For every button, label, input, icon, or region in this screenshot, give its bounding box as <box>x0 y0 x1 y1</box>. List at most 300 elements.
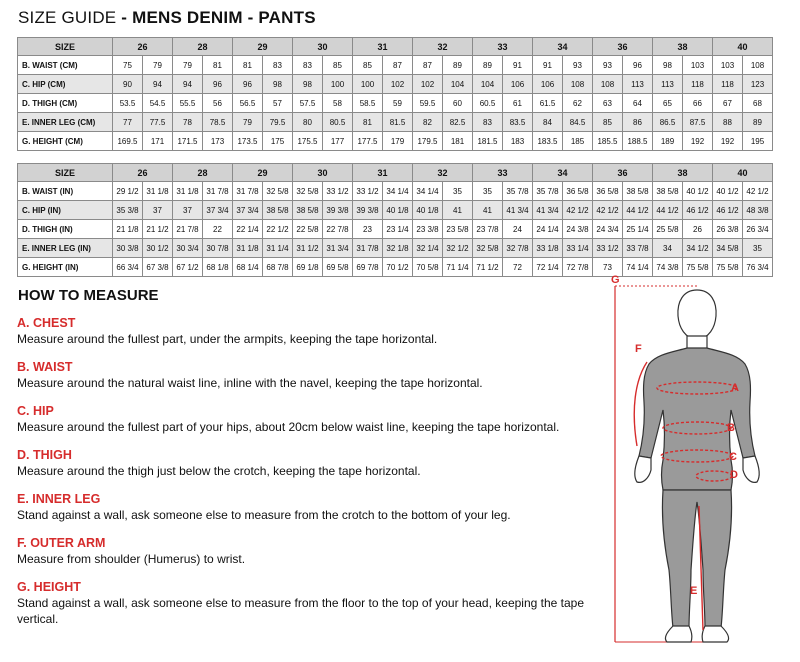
table-cell: 32 5/8 <box>473 239 503 258</box>
label-g: G <box>611 274 620 286</box>
table-cell: 185.5 <box>593 132 623 151</box>
size-header-cell: 38 <box>653 38 713 56</box>
table-cell: 80 <box>293 113 323 132</box>
table-cell: 42 1/2 <box>593 201 623 220</box>
table-cell: 69 7/8 <box>353 258 383 277</box>
table-cell: 108 <box>563 75 593 94</box>
table-cell: 33 1/2 <box>353 182 383 201</box>
label-a: A <box>731 382 739 394</box>
table-cell: 42 1/2 <box>563 201 593 220</box>
measure-outer-arm <box>17 536 602 567</box>
table-cell: 69 1/8 <box>293 258 323 277</box>
table-cell: 98 <box>263 75 293 94</box>
table-row <box>18 220 773 239</box>
measure-desc: Measure around the fullest part of your hips, about 20cm below waist line, keeping the tape horizontal. <box>17 420 560 434</box>
row-label: G. HEIGHT (CM) <box>18 132 113 151</box>
table-cell: 171.5 <box>173 132 203 151</box>
table-cell: 82.5 <box>443 113 473 132</box>
table-cell: 84 <box>533 113 563 132</box>
table-cell: 40 1/2 <box>683 182 713 201</box>
table-cell: 75 5/8 <box>713 258 743 277</box>
table-cell: 79 <box>173 56 203 75</box>
measure-desc: Measure around the natural waist line, inline with the navel, keeping the tape horizontal. <box>17 376 483 390</box>
table-cell: 23 3/8 <box>413 220 443 239</box>
table-cell: 74 3/8 <box>653 258 683 277</box>
size-header-label: SIZE <box>18 164 113 182</box>
table-cell: 35 3/8 <box>113 201 143 220</box>
table-cell: 183.5 <box>533 132 563 151</box>
table-cell: 23 1/4 <box>383 220 413 239</box>
table-cell: 93 <box>593 56 623 75</box>
table-cell: 30 7/8 <box>203 239 233 258</box>
table-cell: 91 <box>533 56 563 75</box>
table-cell: 70 5/8 <box>413 258 443 277</box>
table-cell: 71 1/4 <box>443 258 473 277</box>
measure-title: C. HIP <box>17 404 54 418</box>
table-cell: 169.5 <box>113 132 143 151</box>
table-cell: 66 <box>683 94 713 113</box>
table-cell: 57.5 <box>293 94 323 113</box>
page-title <box>18 8 316 28</box>
table-cell: 21 1/8 <box>113 220 143 239</box>
table-cell: 79.5 <box>263 113 293 132</box>
table-cell: 98 <box>653 56 683 75</box>
table-cell: 41 <box>443 201 473 220</box>
table-cell: 81 <box>353 113 383 132</box>
size-header-label: SIZE <box>18 38 113 56</box>
table-cell: 89 <box>443 56 473 75</box>
table-cell: 72 1/4 <box>533 258 563 277</box>
table-cell: 68 1/4 <box>233 258 263 277</box>
table-cell: 60.5 <box>473 94 503 113</box>
size-header-cell: 28 <box>173 164 233 182</box>
table-cell: 177 <box>323 132 353 151</box>
table-cell: 36 5/8 <box>563 182 593 201</box>
table-cell: 24 <box>503 220 533 239</box>
table-cell: 35 7/8 <box>503 182 533 201</box>
table-cell: 106 <box>503 75 533 94</box>
table-cell: 24 1/4 <box>533 220 563 239</box>
table-cell: 87.5 <box>683 113 713 132</box>
table-cell: 84.5 <box>563 113 593 132</box>
table-cell: 195 <box>743 132 773 151</box>
table-cell: 85 <box>353 56 383 75</box>
table-cell: 86.5 <box>653 113 683 132</box>
table-cell: 98 <box>293 75 323 94</box>
table-cell: 72 7/8 <box>563 258 593 277</box>
size-header-cell: 32 <box>413 164 473 182</box>
table-cell: 69 5/8 <box>323 258 353 277</box>
row-label: D. THIGH (CM) <box>18 94 113 113</box>
table-cell: 77.5 <box>143 113 173 132</box>
table-cell: 31 3/4 <box>323 239 353 258</box>
table-cell: 25 5/8 <box>653 220 683 239</box>
size-header-row <box>18 164 773 182</box>
measure-chest <box>17 316 602 347</box>
table-cell: 31 7/8 <box>233 182 263 201</box>
table-row <box>18 182 773 201</box>
table-cell: 33 7/8 <box>623 239 653 258</box>
table-cell: 33 1/2 <box>323 182 353 201</box>
label-c: C <box>729 451 737 463</box>
table-cell: 76 3/4 <box>743 258 773 277</box>
table-cell: 79 <box>233 113 263 132</box>
table-cell: 23 <box>353 220 383 239</box>
table-cell: 63 <box>593 94 623 113</box>
row-label: E. INNER LEG (CM) <box>18 113 113 132</box>
table-cell: 41 <box>473 201 503 220</box>
table-cell: 36 5/8 <box>593 182 623 201</box>
table-cell: 32 5/8 <box>263 182 293 201</box>
measure-waist <box>17 360 602 391</box>
table-cell: 81.5 <box>383 113 413 132</box>
size-header-cell: 33 <box>473 38 533 56</box>
size-header-cell: 36 <box>593 164 653 182</box>
table-cell: 29 1/2 <box>113 182 143 201</box>
size-header-cell: 26 <box>113 164 173 182</box>
table-cell: 39 3/8 <box>323 201 353 220</box>
measure-title: F. OUTER ARM <box>17 536 106 550</box>
table-cell: 32 7/8 <box>503 239 533 258</box>
table-cell: 35 <box>473 182 503 201</box>
table-cell: 31 7/8 <box>203 182 233 201</box>
table-cell: 80.5 <box>323 113 353 132</box>
table-cell: 40 1/2 <box>713 182 743 201</box>
table-cell: 66 3/4 <box>113 258 143 277</box>
table-cell: 85 <box>593 113 623 132</box>
table-cell: 61 <box>503 94 533 113</box>
measure-title: E. INNER LEG <box>17 492 101 506</box>
table-cell: 22 7/8 <box>323 220 353 239</box>
table-row <box>18 132 773 151</box>
table-cell: 26 3/4 <box>743 220 773 239</box>
size-header-cell: 31 <box>353 164 413 182</box>
table-cell: 67 3/8 <box>143 258 173 277</box>
table-cell: 56 <box>203 94 233 113</box>
label-e: E <box>690 585 698 597</box>
table-cell: 38 5/8 <box>653 182 683 201</box>
measure-title: G. HEIGHT <box>17 580 81 594</box>
table-cell: 31 1/4 <box>263 239 293 258</box>
table-cell: 96 <box>233 75 263 94</box>
size-header-cell: 28 <box>173 38 233 56</box>
table-cell: 104 <box>473 75 503 94</box>
size-header-cell: 36 <box>593 38 653 56</box>
table-cell: 40 1/8 <box>413 201 443 220</box>
table-cell: 56.5 <box>233 94 263 113</box>
measure-hip <box>17 404 602 435</box>
table-row <box>18 201 773 220</box>
table-cell: 32 1/2 <box>443 239 473 258</box>
table-cell: 24 3/8 <box>563 220 593 239</box>
table-cell: 89 <box>743 113 773 132</box>
title-main: - MENS DENIM - PANTS <box>121 8 316 27</box>
table-cell: 34 5/8 <box>713 239 743 258</box>
table-cell: 79 <box>143 56 173 75</box>
table-cell: 181.5 <box>473 132 503 151</box>
table-cell: 61.5 <box>533 94 563 113</box>
table-cell: 104 <box>443 75 473 94</box>
table-cell: 38 5/8 <box>623 182 653 201</box>
table-cell: 32 1/8 <box>383 239 413 258</box>
table-cell: 26 3/8 <box>713 220 743 239</box>
table-cell: 34 1/4 <box>383 182 413 201</box>
table-cell: 96 <box>623 56 653 75</box>
table-cell: 35 7/8 <box>533 182 563 201</box>
table-cell: 46 1/2 <box>713 201 743 220</box>
row-label: B. WAIST (CM) <box>18 56 113 75</box>
measure-desc: Measure around the fullest part, under the armpits, keeping the tape horizontal. <box>17 332 438 346</box>
table-cell: 42 1/2 <box>743 182 773 201</box>
table-cell: 37 3/4 <box>233 201 263 220</box>
size-header-cell: 33 <box>473 164 533 182</box>
measure-inner-leg <box>17 492 602 523</box>
size-header-cell: 34 <box>533 164 593 182</box>
size-header-cell: 40 <box>713 38 773 56</box>
table-cell: 183 <box>503 132 533 151</box>
table-cell: 78.5 <box>203 113 233 132</box>
table-cell: 33 1/4 <box>563 239 593 258</box>
table-cell: 32 5/8 <box>293 182 323 201</box>
table-cell: 55.5 <box>173 94 203 113</box>
table-cell: 188.5 <box>623 132 653 151</box>
size-header-cell: 38 <box>653 164 713 182</box>
table-cell: 23 7/8 <box>473 220 503 239</box>
table-cell: 113 <box>623 75 653 94</box>
table-cell: 103 <box>683 56 713 75</box>
table-cell: 34 <box>653 239 683 258</box>
table-cell: 75 <box>113 56 143 75</box>
size-header-cell: 34 <box>533 38 593 56</box>
size-header-cell: 40 <box>713 164 773 182</box>
table-cell: 68 1/8 <box>203 258 233 277</box>
table-cell: 93 <box>563 56 593 75</box>
table-cell: 90 <box>113 75 143 94</box>
row-label: G. HEIGHT (IN) <box>18 258 113 277</box>
size-header-cell: 32 <box>413 38 473 56</box>
table-cell: 38 5/8 <box>293 201 323 220</box>
table-cell: 57 <box>263 94 293 113</box>
measure-title: A. CHEST <box>17 316 76 330</box>
table-cell: 59 <box>383 94 413 113</box>
table-cell: 34 1/2 <box>683 239 713 258</box>
table-cell: 171 <box>143 132 173 151</box>
table-row <box>18 56 773 75</box>
table-cell: 37 <box>143 201 173 220</box>
measure-title: D. THIGH <box>17 448 72 462</box>
size-header-cell: 31 <box>353 38 413 56</box>
size-header-cell: 30 <box>293 38 353 56</box>
table-cell: 83 <box>473 113 503 132</box>
table-cell: 37 <box>173 201 203 220</box>
table-cell: 40 1/8 <box>383 201 413 220</box>
table-cell: 30 3/8 <box>113 239 143 258</box>
table-cell: 34 1/4 <box>413 182 443 201</box>
measure-thigh <box>17 448 602 479</box>
table-cell: 22 5/8 <box>293 220 323 239</box>
table-cell: 106 <box>533 75 563 94</box>
body-measurement-figure <box>603 270 798 660</box>
table-cell: 24 3/4 <box>593 220 623 239</box>
table-cell: 21 7/8 <box>173 220 203 239</box>
row-label: C. HIP (CM) <box>18 75 113 94</box>
table-cell: 83 <box>263 56 293 75</box>
table-cell: 123 <box>743 75 773 94</box>
table-cell: 38 5/8 <box>263 201 293 220</box>
table-cell: 73 <box>593 258 623 277</box>
table-cell: 74 1/4 <box>623 258 653 277</box>
table-cell: 173.5 <box>233 132 263 151</box>
table-cell: 181 <box>443 132 473 151</box>
table-cell: 108 <box>743 56 773 75</box>
table-cell: 22 1/4 <box>233 220 263 239</box>
table-cell: 192 <box>683 132 713 151</box>
table-cell: 25 1/4 <box>623 220 653 239</box>
table-cell: 103 <box>713 56 743 75</box>
table-cell: 100 <box>353 75 383 94</box>
table-row <box>18 94 773 113</box>
table-cell: 41 3/4 <box>533 201 563 220</box>
title-prefix: SIZE GUIDE <box>18 8 117 27</box>
measure-desc: Measure around the thigh just below the crotch, keeping the tape horizontal. <box>17 464 421 478</box>
table-cell: 189 <box>653 132 683 151</box>
table-cell: 58.5 <box>353 94 383 113</box>
row-label: E. INNER LEG (IN) <box>18 239 113 258</box>
table-cell: 78 <box>173 113 203 132</box>
row-label: C. HIP (IN) <box>18 201 113 220</box>
size-header-cell: 26 <box>113 38 173 56</box>
table-cell: 35 <box>743 239 773 258</box>
table-cell: 62 <box>563 94 593 113</box>
table-cell: 67 <box>713 94 743 113</box>
table-cell: 113 <box>653 75 683 94</box>
table-cell: 41 3/4 <box>503 201 533 220</box>
table-cell: 30 3/4 <box>173 239 203 258</box>
table-cell: 83 <box>293 56 323 75</box>
table-cell: 185 <box>563 132 593 151</box>
measure-height <box>17 580 602 627</box>
table-cell: 35 <box>443 182 473 201</box>
measure-title: B. WAIST <box>17 360 73 374</box>
table-cell: 39 3/8 <box>353 201 383 220</box>
table-cell: 44 1/2 <box>623 201 653 220</box>
table-cell: 67 1/2 <box>173 258 203 277</box>
table-cell: 85 <box>323 56 353 75</box>
row-label: D. THIGH (IN) <box>18 220 113 239</box>
table-cell: 60 <box>443 94 473 113</box>
table-cell: 30 1/2 <box>143 239 173 258</box>
table-cell: 68 7/8 <box>263 258 293 277</box>
table-cell: 44 1/2 <box>653 201 683 220</box>
table-cell: 48 3/8 <box>743 201 773 220</box>
table-cell: 94 <box>143 75 173 94</box>
table-cell: 88 <box>713 113 743 132</box>
table-cell: 68 <box>743 94 773 113</box>
table-cell: 91 <box>503 56 533 75</box>
table-cell: 87 <box>383 56 413 75</box>
table-cell: 72 <box>503 258 533 277</box>
table-cell: 108 <box>593 75 623 94</box>
table-cell: 173 <box>203 132 233 151</box>
table-cell: 179 <box>383 132 413 151</box>
table-cell: 102 <box>383 75 413 94</box>
table-cell: 77 <box>113 113 143 132</box>
table-cell: 59.5 <box>413 94 443 113</box>
table-cell: 23 5/8 <box>443 220 473 239</box>
table-cell: 175 <box>263 132 293 151</box>
table-cell: 46 1/2 <box>683 201 713 220</box>
label-b: B <box>727 422 735 434</box>
table-row <box>18 75 773 94</box>
table-cell: 22 <box>203 220 233 239</box>
table-cell: 75 5/8 <box>683 258 713 277</box>
table-cell: 118 <box>713 75 743 94</box>
row-label: B. WAIST (IN) <box>18 182 113 201</box>
size-header-cell: 30 <box>293 164 353 182</box>
label-d: D <box>730 469 738 481</box>
table-cell: 31 1/8 <box>143 182 173 201</box>
table-cell: 175.5 <box>293 132 323 151</box>
measure-desc: Measure from shoulder (Humerus) to wrist. <box>17 552 246 566</box>
table-cell: 32 1/4 <box>413 239 443 258</box>
table-cell: 179.5 <box>413 132 443 151</box>
table-row <box>18 239 773 258</box>
table-cell: 37 3/4 <box>203 201 233 220</box>
table-cell: 33 1/2 <box>593 239 623 258</box>
table-cell: 70 1/2 <box>383 258 413 277</box>
table-cell: 118 <box>683 75 713 94</box>
measure-desc: Stand against a wall, ask someone else to measure from the floor to the top of your head, keeping the tape vertical. <box>17 596 585 626</box>
size-header-row <box>18 38 773 56</box>
table-cell: 82 <box>413 113 443 132</box>
table-cell: 86 <box>623 113 653 132</box>
size-table-in <box>17 163 773 277</box>
measure-desc: Stand against a wall, ask someone else to measure from the crotch to the bottom of your leg. <box>17 508 511 522</box>
table-cell: 65 <box>653 94 683 113</box>
table-cell: 87 <box>413 56 443 75</box>
table-cell: 53.5 <box>113 94 143 113</box>
table-cell: 31 7/8 <box>353 239 383 258</box>
table-cell: 192 <box>713 132 743 151</box>
table-cell: 31 1/8 <box>173 182 203 201</box>
how-to-measure-heading: HOW TO MEASURE <box>18 287 159 304</box>
table-cell: 26 <box>683 220 713 239</box>
table-cell: 89 <box>473 56 503 75</box>
table-cell: 71 1/2 <box>473 258 503 277</box>
table-cell: 177.5 <box>353 132 383 151</box>
table-cell: 100 <box>323 75 353 94</box>
table-cell: 64 <box>623 94 653 113</box>
table-cell: 81 <box>203 56 233 75</box>
table-cell: 96 <box>203 75 233 94</box>
table-cell: 31 1/8 <box>233 239 263 258</box>
table-cell: 22 1/2 <box>263 220 293 239</box>
table-cell: 54.5 <box>143 94 173 113</box>
size-header-cell: 29 <box>233 164 293 182</box>
table-cell: 31 1/2 <box>293 239 323 258</box>
table-cell: 94 <box>173 75 203 94</box>
table-cell: 83.5 <box>503 113 533 132</box>
table-cell: 21 1/2 <box>143 220 173 239</box>
table-cell: 33 1/8 <box>533 239 563 258</box>
size-table-cm <box>17 37 773 151</box>
table-row <box>18 113 773 132</box>
table-cell: 102 <box>413 75 443 94</box>
table-cell: 58 <box>323 94 353 113</box>
size-header-cell: 29 <box>233 38 293 56</box>
table-cell: 81 <box>233 56 263 75</box>
label-f: F <box>635 343 642 355</box>
